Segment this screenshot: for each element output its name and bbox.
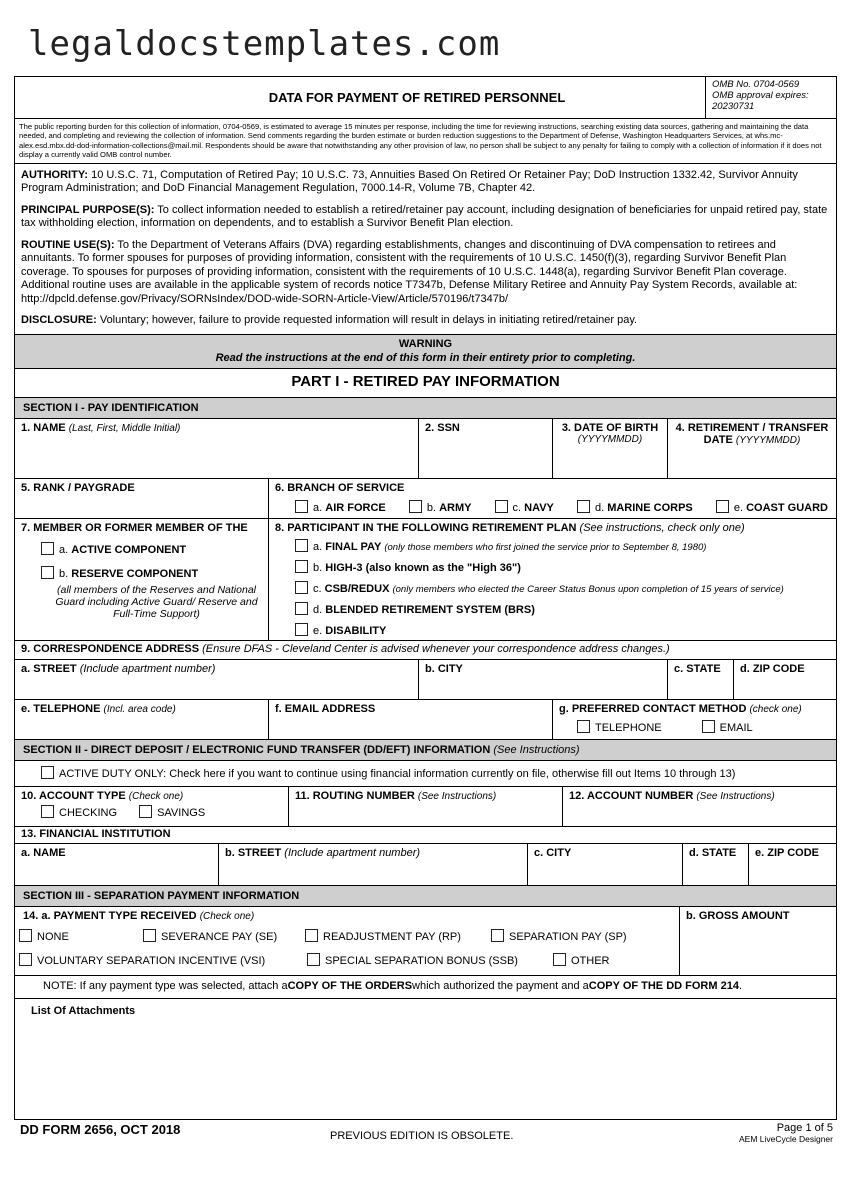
fi-state-label: d. STATE [689,846,737,859]
ssn-label: 2. SSN [425,421,460,434]
disclosure-text: Voluntary; however, failure to provide requested information will result in delays in initiating retired/retainer pay. [96,314,638,327]
note-part-b: COPY OF THE ORDERS [287,979,413,992]
checkbox-icon[interactable] [143,929,156,942]
branch-letter: d. [594,501,605,514]
checkbox-icon[interactable] [41,542,54,555]
watermark: legaldocstemplates.com [28,24,501,64]
ret-label: 4. RETIREMENT / TRANSFER [675,421,829,434]
telephone-label: e. TELEPHONE [21,702,101,715]
row-address [15,660,836,700]
plan-hint: (See instructions, check only one) [579,521,745,534]
checkbox-icon[interactable] [295,500,308,513]
branch-option[interactable] [577,500,693,514]
fi-street-field[interactable] [219,844,528,885]
email-label: f. EMAIL ADDRESS [275,702,376,715]
account-type-options [41,805,282,819]
member-label: 7. MEMBER OR FORMER MEMBER OF THE [21,521,248,534]
branch-option[interactable] [716,500,828,514]
account-type-field [15,787,289,826]
plan-name: HIGH-3 (also known as the "High 36") [325,561,521,574]
routine-uses [15,237,836,309]
checkbox-icon[interactable] [577,500,590,513]
authority [15,167,836,198]
account-number-hint: (See Instructions) [696,790,775,802]
fi-name-label: a. NAME [21,846,66,859]
omb-number: OMB No. 0704-0569 [712,79,800,90]
routing-label: 11. ROUTING NUMBER [295,789,415,802]
payment-option[interactable] [553,953,673,967]
omb-box [706,77,836,118]
form-frame [14,76,837,1120]
payment-option[interactable] [491,929,641,943]
account-number-label: 12. ACCOUNT NUMBER [569,789,694,802]
checkbox-icon[interactable] [41,766,54,779]
payment-type-hint: (Check one) [199,910,255,922]
rank-field[interactable] [15,479,269,518]
plan-field [269,519,836,640]
rank-label: 5. RANK / PAYGRADE [21,481,135,494]
email-field[interactable] [269,700,553,739]
plan-note: (only those members who first joined the service prior to September 8, 1980) [384,541,707,553]
plan-letter: d. [313,603,323,616]
routing-number-field[interactable] [289,787,563,826]
fi-city-label: c. CITY [534,846,572,859]
gross-amount-field[interactable] [680,907,836,975]
ssn-field[interactable] [419,419,553,478]
plan-letter: b. [313,561,323,574]
member-option-reserve[interactable] [41,566,262,580]
omb-expires-date: 20230731 [712,101,755,112]
payment-option-label: NONE [37,930,69,943]
plan-letter: c. [313,582,322,595]
payment-option-label: SEVERANCE PAY (SE) [161,930,278,943]
payment-option-label: SPECIAL SEPARATION BONUS (SSB) [325,954,518,967]
routine-text: To the Department of Veterans Affairs (DVA) regarding establishments, changes and discontinuing of DVA compensation to retirees and annuitants. To former spouses for purposes of providing information, consistent with the requirements of 10 U.S.C. 1450(f)(3), regarding Survivor Benefit Plan coverage. To spouses for purposes of providing information, consistent with the requirements of 10 U.S.C. 1448(a), regarding Survivor Benefit Plan coverage. Additional routine uses are available in the applicable system of records notice T7347b, Defense Military Retiree and Annuity Pay System Records, available at: http://dpcld.defense.gov/Privacy/SORNsIndex/DOD-wide-SORN-Article-View/Article/570196/t7347b/ [21,238,798,305]
retirement-date-field[interactable] [668,419,836,478]
checkbox-icon[interactable] [295,623,308,636]
warning-text: Read the instructions at the end of this form in their entirety prior to completing. [215,351,636,364]
burden-statement: The public reporting burden for this collection of information, 0704-0569, is estimated to average 15 minutes per response, including the time for reviewing instructions, searching existing data sources, gathering and maintaining the data needed, and completing and reviewing the collection of information. Send comments regarding the burden estimate or burden reduction suggestions to the Department of Defense, Washington Headquarters Services, at whs.mc-alex.esd.mbx.dd-dod-information-collections@mail.mil. Respondents should be aware that notwithstanding any other provision of law, no person shall be subject to any penalty for failing to comply with a collection of information if it does not display a currently valid OMB control number. [15,119,836,164]
address-hint: (Ensure DFAS - Cleveland Center is advised whenever your correspondence address changes.) [202,642,670,655]
plan-option[interactable] [295,602,830,616]
authority-label: AUTHORITY: [21,168,89,181]
dob-label: 3. DATE OF BIRTH [561,421,659,434]
plan-name: CSB/REDUX [324,582,390,595]
routing-hint: (See Instructions) [417,790,497,802]
branch-name: COAST GUARD [746,501,828,514]
branch-name: ARMY [439,501,472,514]
branch-option[interactable] [495,500,554,514]
pref-hint: (check one) [749,703,802,715]
checkbox-icon[interactable] [295,581,308,594]
row-financial-institution [15,844,836,886]
gross-amount-label: b. GROSS AMOUNT [686,909,790,922]
zip-label: d. ZIP CODE [740,662,805,675]
plan-letter: e. [313,624,323,637]
attachment-note [15,976,836,999]
payment-option-label: VOLUNTARY SEPARATION INCENTIVE (VSI) [37,954,266,967]
telephone-field[interactable] [15,700,269,739]
dob-hint: (YYYYMMDD) [577,433,643,445]
checkbox-icon[interactable] [305,929,318,942]
form-number: DD FORM 2656, OCT 2018 [20,1122,181,1137]
checkbox-icon[interactable] [553,953,566,966]
purpose-text: To collect information needed to establish a retired/retainer pay account, including designation of beneficiaries for unpaid retired pay, state tax withholding election, information on dependents, and to establish a Survivor Benefit Plan election. [21,203,828,230]
checkbox-icon[interactable] [491,929,504,942]
attachments-field[interactable] [15,999,836,1021]
section2-title-text: SECTION II - DIRECT DEPOSIT / ELECTRONIC FUND TRANSFER (DD/EFT) INFORMATION [23,743,491,756]
attachments-label: List Of Attachments [31,1004,136,1017]
designer-tool: AEM LiveCycle Designer [738,1134,833,1144]
address-label: 9. CORRESPONDENCE ADDRESS [21,642,200,655]
checkbox-icon[interactable] [409,500,422,513]
pref-email-option[interactable] [702,720,753,734]
payment-options-row2 [19,953,673,967]
checkbox-icon[interactable] [702,720,715,733]
branch-letter: e. [733,501,744,514]
street-label: a. STREET [21,662,77,675]
fi-state-field[interactable] [683,844,749,885]
fi-zip-field[interactable] [749,844,836,885]
purpose [15,202,836,233]
payment-options-row1 [19,929,673,943]
active-duty-option [41,766,735,786]
member-field [15,519,269,640]
disclosure [15,312,836,330]
plan-letter: a. [313,540,323,553]
street-field[interactable] [15,660,419,699]
payment-type-field [15,907,680,975]
checkbox-icon[interactable] [716,500,729,513]
preferred-contact-field [553,700,836,739]
checkbox-icon[interactable] [295,602,308,615]
pref-telephone-option[interactable] [577,720,662,734]
fi-name-field[interactable] [15,844,219,885]
checkbox-icon[interactable] [19,953,32,966]
payment-type-label: 14. a. PAYMENT TYPE RECEIVED [23,909,197,922]
checkbox-icon[interactable] [41,566,54,579]
checkbox-icon[interactable] [19,929,32,942]
zip-field[interactable] [734,660,836,699]
member-b-letter: b. [59,567,69,580]
warning-band [15,335,836,369]
financial-institution-label: 13. FINANCIAL INSTITUTION [21,827,171,840]
fi-street-hint: (Include apartment number) [284,846,421,859]
form-header [15,77,836,119]
checkbox-icon[interactable] [495,500,508,513]
section1-title: SECTION I - PAY IDENTIFICATION [15,398,836,419]
section2-title [15,740,836,761]
branch-field [269,479,836,518]
row-contact [15,700,836,740]
member-option-active[interactable] [41,542,262,556]
branch-name: MARINE CORPS [607,501,693,514]
account-type-label: 10. ACCOUNT TYPE [21,789,126,802]
state-label: c. STATE [674,662,721,675]
checking-option[interactable] [41,805,117,819]
plan-name: BLENDED RETIREMENT SYSTEM (BRS) [325,603,535,616]
note-part-e: . [738,979,742,992]
dob-field[interactable] [553,419,668,478]
plan-note: (only members who elected the Career Status Bonus upon completion of 15 years of service) [392,583,784,595]
checkbox-icon[interactable] [41,805,54,818]
row-items-10-12 [15,787,836,827]
branch-options [275,494,830,514]
member-a-label: ACTIVE COMPONENT [71,543,187,556]
savings-label: SAVINGS [157,806,206,819]
note-part-d: COPY OF THE DD FORM 214 [588,979,739,992]
fi-street-label: b. STREET [225,846,282,859]
reserve-note: (all members of the Reserves and National Guard including Active Guard/ Reserve and Full-Time Support) [55,583,258,620]
member-a-letter: a. [59,543,69,556]
state-field[interactable] [668,660,734,699]
city-field[interactable] [419,660,668,699]
row-items-1-4 [15,419,836,479]
branch-letter: a. [313,501,323,514]
name-field[interactable] [15,419,419,478]
plan-label: 8. PARTICIPANT IN THE FOLLOWING RETIREMENT PLAN [275,521,577,534]
omb-expires-label: OMB approval expires: [712,90,809,101]
previous-edition: PREVIOUS EDITION IS OBSOLETE. [330,1130,514,1142]
branch-letter: c. [512,501,522,514]
payment-option[interactable] [143,929,305,943]
row-item-14 [15,907,836,976]
plan-name: DISABILITY [325,624,387,637]
page-number: Page 1 of 5 [776,1122,833,1134]
account-type-hint: (Check one) [128,790,184,802]
payment-option-label: SEPARATION PAY (SP) [509,930,627,943]
financial-institution-header [15,827,836,844]
address-header [15,641,836,660]
fi-zip-label: e. ZIP CODE [755,846,819,859]
name-hint: (Last, First, Middle Initial) [68,422,181,434]
street-hint: (Include apartment number) [79,662,216,675]
pref-options [577,720,830,734]
form-title: DATA FOR PAYMENT OF RETIRED PERSONNEL [15,77,706,118]
authority-text: 10 U.S.C. 71, Computation of Retired Pay; 10 U.S.C. 73, Annuities Based On Retired Or Retainer Pay; DoD Instruction 1332.42, Survivor Annuity Program Administration; and DoD Financial Management Regulation, 7000.14-R, Volume 7B, Chapter 42. [21,168,798,195]
member-b-label: RESERVE COMPONENT [71,567,199,580]
payment-option-label: OTHER [571,954,610,967]
warning-title: WARNING [398,337,453,350]
plan-option[interactable] [295,623,830,637]
savings-option[interactable] [139,805,205,819]
row-items-5-6 [15,479,836,519]
active-duty-text: ACTIVE DUTY ONLY: Check here if you want to continue using financial information currently on file, otherwise fill out Items 10 through 13) [59,767,736,780]
plan-option[interactable] [295,581,830,595]
branch-name: AIR FORCE [325,501,386,514]
pref-email-label: EMAIL [719,721,753,734]
branch-name: NAVY [524,501,554,514]
branch-label: 6. BRANCH OF SERVICE [275,481,405,494]
plan-option[interactable] [295,539,830,553]
note-part-a: NOTE: If any payment type was selected, attach a [43,979,288,992]
payment-option[interactable] [19,953,307,967]
ret-label2: DATE [703,433,733,446]
payment-option[interactable] [19,929,143,943]
part1-title: PART I - RETIRED PAY INFORMATION [15,369,836,398]
branch-option[interactable] [409,500,472,514]
city-label: b. CITY [425,662,463,675]
checkbox-icon[interactable] [295,560,308,573]
row-items-7-8 [15,519,836,641]
section2-hint: (See Instructions) [493,743,580,756]
telephone-hint: (Incl. area code) [103,703,176,715]
plan-name: FINAL PAY [325,540,382,553]
note-part-c: which authorized the payment and a [412,979,589,992]
checkbox-icon[interactable] [295,539,308,552]
privacy-act [15,164,836,335]
checkbox-icon[interactable] [577,720,590,733]
plan-option[interactable] [295,560,830,574]
checkbox-icon[interactable] [307,953,320,966]
account-number-field[interactable] [563,787,836,826]
payment-option-label: READJUSTMENT PAY (RP) [323,930,461,943]
branch-option[interactable] [295,500,386,514]
purpose-label: PRINCIPAL PURPOSE(S): [21,203,155,216]
disclosure-label: DISCLOSURE: [21,314,97,327]
routine-label: ROUTINE USE(S): [21,238,115,251]
pref-tel-label: TELEPHONE [595,721,662,734]
plan-options [275,534,830,637]
checkbox-icon[interactable] [139,805,152,818]
pref-label: g. PREFERRED CONTACT METHOD [559,702,747,715]
active-duty-row[interactable] [15,761,836,787]
checking-label: CHECKING [59,806,118,819]
name-label: 1. NAME [21,421,66,434]
payment-option[interactable] [307,953,553,967]
branch-letter: b. [426,501,436,514]
section3-title: SECTION III - SEPARATION PAYMENT INFORMATION [15,886,836,907]
fi-city-field[interactable] [528,844,683,885]
payment-option[interactable] [305,929,491,943]
ret-hint: (YYYYMMDD) [735,434,801,446]
